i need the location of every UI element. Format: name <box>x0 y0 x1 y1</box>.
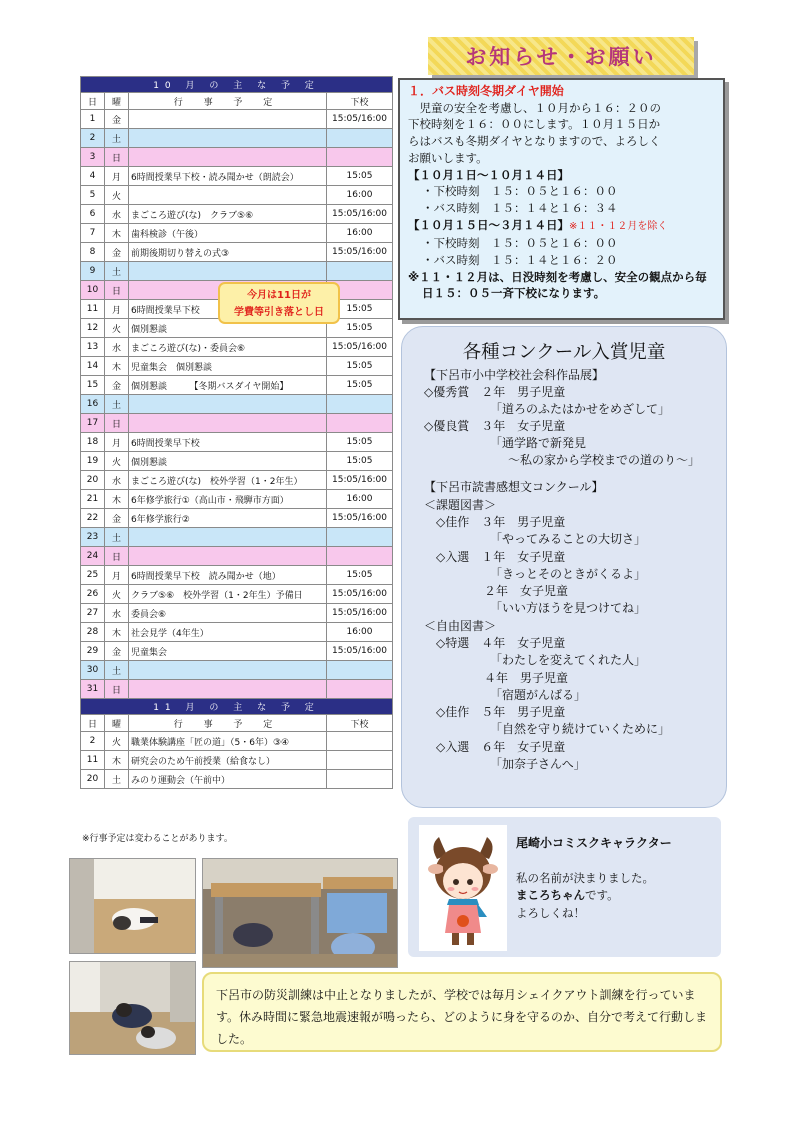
notice-title: １．バス時刻冬期ダイヤ開始 <box>408 84 564 98</box>
schedule-weekday: 木 <box>105 357 129 376</box>
schedule-weekday: 土 <box>105 395 129 414</box>
schedule-dismissal: 15:05 <box>327 376 393 395</box>
schedule-row <box>81 732 393 751</box>
schedule-row <box>81 376 393 395</box>
schedule-day: 20 <box>81 471 105 490</box>
schedule-event <box>129 148 327 167</box>
schedule-day: 7 <box>81 224 105 243</box>
schedule-row <box>81 224 393 243</box>
contest-line: 「自然を守り続けていくために」 <box>424 722 671 736</box>
callout-line-2: 学費等引き落とし日 <box>234 307 324 318</box>
november-schedule-header: 11 月 の 主 な 予 定 <box>81 699 393 715</box>
schedule-day: 4 <box>81 167 105 186</box>
schedule-dismissal: 15:05/16:00 <box>327 642 393 661</box>
schedule-day: 2 <box>81 129 105 148</box>
period-2-exception: ※１１・１２月を除く <box>569 220 668 232</box>
schedule-row <box>81 186 393 205</box>
schedule-weekday: 木 <box>105 224 129 243</box>
notice-text: 下校時刻を１６：００にします。１０月１５日か <box>408 117 661 132</box>
schedule-row <box>81 471 393 490</box>
schedule-dismissal: 15:05/16:00 <box>327 471 393 490</box>
schedule-row <box>81 395 393 414</box>
schedule-event <box>129 110 327 129</box>
schedule-weekday: 木 <box>105 490 129 509</box>
schedule-dismissal: 15:05/16:00 <box>327 205 393 224</box>
schedule-row <box>81 129 393 148</box>
schedule-weekday: 金 <box>105 642 129 661</box>
schedule-day: 14 <box>81 357 105 376</box>
schedule-day: 27 <box>81 604 105 623</box>
schedule-event: 児童集会 <box>129 642 327 661</box>
period-1-dismissal: ・下校時刻 １５：０５と１６：００ <box>422 184 618 199</box>
period-2-dismissal: ・下校時刻 １５：０５と１６：００ <box>422 236 618 251</box>
schedule-dismissal <box>327 148 393 167</box>
bus-notice-box <box>398 78 725 320</box>
schedule-row <box>81 433 393 452</box>
schedule-day: 6 <box>81 205 105 224</box>
schedule-weekday: 月 <box>105 433 129 452</box>
schedule-weekday: 火 <box>105 732 129 751</box>
contest-line: 「通学路で新発見 <box>424 436 587 450</box>
schedule-row <box>81 110 393 129</box>
schedule-day: 26 <box>81 585 105 604</box>
schedule-weekday: 月 <box>105 566 129 585</box>
schedule-weekday: 水 <box>105 338 129 357</box>
schedule-dismissal: 15:05 <box>327 167 393 186</box>
schedule-weekday: 日 <box>105 148 129 167</box>
character-name: まころちゃん <box>516 888 585 902</box>
schedule-day: 16 <box>81 395 105 414</box>
schedule-table <box>80 76 393 789</box>
schedule-dismissal: 15:05 <box>327 357 393 376</box>
schedule-dismissal <box>327 262 393 281</box>
schedule-row <box>81 528 393 547</box>
column-weekday: 曜 <box>105 93 129 110</box>
schedule-weekday: 土 <box>105 661 129 680</box>
schedule-event: まごころ遊び(な) 校外学習（1・2年生） <box>129 471 327 490</box>
schedule-day: 21 <box>81 490 105 509</box>
schedule-row <box>81 167 393 186</box>
schedule-event: クラブ⑤⑥ 校外学習（1・2年生）予備日 <box>129 585 327 604</box>
schedule-event <box>129 680 327 699</box>
schedule-day: 5 <box>81 186 105 205</box>
schedule-weekday: 水 <box>105 604 129 623</box>
schedule-row <box>81 623 393 642</box>
schedule-day: 24 <box>81 547 105 566</box>
character-intro-suffix: です。 <box>585 888 619 902</box>
schedule-dismissal: 15:05 <box>327 319 393 338</box>
period-2-bus: ・バス時刻 １５：１４と１６：２０ <box>422 253 618 268</box>
contest-line: 「道ろのふたはかせをめざして」 <box>424 402 671 416</box>
notice-text: らはバスも冬期ダイヤとなりますので、よろしく <box>408 134 661 149</box>
schedule-dismissal <box>327 528 393 547</box>
schedule-dismissal <box>327 680 393 699</box>
schedule-dismissal <box>327 395 393 414</box>
schedule-event <box>129 262 327 281</box>
schedule-event: 研究会のため午前授業（給食なし） <box>129 751 327 770</box>
schedule-day: 15 <box>81 376 105 395</box>
schedule-row <box>81 661 393 680</box>
schedule-dismissal: 16:00 <box>327 490 393 509</box>
schedule-day: 12 <box>81 319 105 338</box>
character-title: 尾崎小コミスクキャラクター <box>516 836 672 850</box>
schedule-weekday: 日 <box>105 281 129 300</box>
schedule-day: 30 <box>81 661 105 680</box>
character-intro: 私の名前が決まりました。 <box>516 871 654 885</box>
period-1-header: 【１０月１日～１０月１４日】 <box>408 167 569 182</box>
schedule-row <box>81 680 393 699</box>
schedule-event <box>129 395 327 414</box>
schedule-event: 6時間授業早下校・読み聞かせ（朗読会） <box>129 167 327 186</box>
schedule-dismissal: 15:05 <box>327 300 393 319</box>
contest-line: 「わたしを変えてくれた人」 <box>424 653 647 667</box>
schedule-event: 6年修学旅行①（高山市・飛騨市方面） <box>129 490 327 509</box>
contest-line: ◇優秀賞 ２年 男子児童 <box>424 385 566 399</box>
schedule-event: 6時間授業早下校 読み聞かせ（地） <box>129 566 327 585</box>
schedule-day: 19 <box>81 452 105 471</box>
schedule-event <box>129 129 327 148</box>
schedule-row <box>81 604 393 623</box>
schedule-event <box>129 414 327 433</box>
schedule-dismissal <box>327 129 393 148</box>
schedule-row <box>81 205 393 224</box>
schedule-event <box>129 528 327 547</box>
schedule-day: 31 <box>81 680 105 699</box>
contest-line: ４年 男子児童 <box>424 671 569 685</box>
column-event: 行 事 予 定 <box>129 93 327 110</box>
payment-day-callout <box>218 282 340 324</box>
schedule-event: 個別懇談 【冬期バスダイヤ開始】 <box>129 376 327 395</box>
schedule-event: 6時間授業早下校 <box>129 300 327 319</box>
schedule-dismissal <box>327 547 393 566</box>
schedule-dismissal: 15:05 <box>327 566 393 585</box>
schedule-day: 22 <box>81 509 105 528</box>
drill-photo-2 <box>202 858 398 968</box>
schedule-weekday: 水 <box>105 471 129 490</box>
schedule-row <box>81 751 393 770</box>
contest-line: ◇佳作 ５年 男子児童 <box>424 705 566 719</box>
column-weekday: 曜 <box>105 715 129 732</box>
schedule-row <box>81 338 393 357</box>
column-dismissal: 下校 <box>327 715 393 732</box>
schedule-dismissal: 16:00 <box>327 623 393 642</box>
notice-text: 児童の安全を考慮し、１０月から１６：２０の <box>419 100 661 115</box>
schedule-day: 1 <box>81 110 105 129</box>
contest-line: ◇優良賞 ３年 女子児童 <box>424 419 566 433</box>
schedule-row <box>81 414 393 433</box>
schedule-weekday: 木 <box>105 623 129 642</box>
schedule-event: みのり運動会（午前中） <box>129 770 327 789</box>
schedule-dismissal: 15:05/16:00 <box>327 243 393 262</box>
schedule-day: 2 <box>81 732 105 751</box>
column-event: 行 事 予 定 <box>129 715 327 732</box>
schedule-row <box>81 566 393 585</box>
schedule-day: 8 <box>81 243 105 262</box>
schedule-event: 委員会⑥ <box>129 604 327 623</box>
contest-line: 「きっとそのときがくるよ」 <box>424 567 647 581</box>
contest-line: ２年 女子児童 <box>424 584 569 598</box>
schedule-weekday: 日 <box>105 547 129 566</box>
period-2-header: 【１０月１５日～３月１４日】 <box>408 217 569 232</box>
schedule-day: 23 <box>81 528 105 547</box>
schedule-weekday: 土 <box>105 262 129 281</box>
contest-line: ◇佳作 ３年 男子児童 <box>424 515 566 529</box>
contest-line: 【下呂市読書感想文コンクール】 <box>424 480 604 494</box>
schedule-row <box>81 452 393 471</box>
schedule-day: 13 <box>81 338 105 357</box>
contest-line: 「やってみることの大切さ」 <box>424 532 647 546</box>
schedule-dismissal: 15:05/16:00 <box>327 509 393 528</box>
character-greeting: よろしくね！ <box>516 906 585 920</box>
schedule-weekday: 木 <box>105 751 129 770</box>
schedule-event: 児童集会 個別懇談 <box>129 357 327 376</box>
schedule-dismissal <box>327 661 393 680</box>
schedule-weekday: 日 <box>105 680 129 699</box>
schedule-day: 10 <box>81 281 105 300</box>
notice-banner: お知らせ・お願い <box>428 37 694 75</box>
schedule-dismissal: 15:05/16:00 <box>327 110 393 129</box>
schedule-weekday: 土 <box>105 528 129 547</box>
schedule-dismissal: 16:00 <box>327 186 393 205</box>
mascot-image <box>419 825 507 951</box>
schedule-dismissal: 15:05 <box>327 433 393 452</box>
schedule-weekday: 土 <box>105 129 129 148</box>
character-box <box>408 817 721 957</box>
contest-line: ◇特選 ４年 女子児童 <box>424 636 566 650</box>
schedule-dismissal: 15:05 <box>327 452 393 471</box>
schedule-event: まごころ遊び(な) クラブ⑤⑥ <box>129 205 327 224</box>
schedule-dismissal <box>327 770 393 789</box>
contest-line: ～私の家から学校までの道のり～」 <box>424 453 701 467</box>
contest-line: 「宿題がんばる」 <box>424 688 587 702</box>
schedule-day: 29 <box>81 642 105 661</box>
schedule-day: 3 <box>81 148 105 167</box>
schedule-day: 11 <box>81 300 105 319</box>
schedule-weekday: 土 <box>105 770 129 789</box>
schedule-dismissal: 15:05/16:00 <box>327 585 393 604</box>
notice-footnote: ※１１・１２月は、日没時刻を考慮し、安全の観点から毎日１５：０５一斉下校になります。 <box>408 269 707 301</box>
schedule-event <box>129 661 327 680</box>
column-dismissal: 下校 <box>327 93 393 110</box>
column-day: 日 <box>81 715 105 732</box>
schedule-day: 28 <box>81 623 105 642</box>
schedule-row <box>81 509 393 528</box>
schedule-row <box>81 148 393 167</box>
drill-photo-3 <box>69 961 196 1055</box>
schedule-day: 11 <box>81 751 105 770</box>
schedule-day: 25 <box>81 566 105 585</box>
contest-line: 【下呂市小中学校社会科作品展】 <box>424 368 605 382</box>
schedule-dismissal: 16:00 <box>327 224 393 243</box>
schedule-event <box>129 547 327 566</box>
schedule-row <box>81 770 393 789</box>
contest-line: ◇入選 １年 女子児童 <box>424 550 566 564</box>
schedule-row <box>81 357 393 376</box>
contest-line: 「いい方ほうを見つけてね」 <box>424 601 647 615</box>
schedule-weekday: 月 <box>105 300 129 319</box>
period-1-bus: ・バス時刻 １５：１４と１６：３４ <box>422 200 618 215</box>
notice-text: お願いします。 <box>408 150 488 165</box>
contest-line: ◇入選 ６年 女子児童 <box>424 740 566 754</box>
column-day: 日 <box>81 93 105 110</box>
schedule-weekday: 金 <box>105 376 129 395</box>
schedule-weekday: 水 <box>105 205 129 224</box>
schedule-day: 17 <box>81 414 105 433</box>
schedule-event <box>129 186 327 205</box>
schedule-weekday: 月 <box>105 167 129 186</box>
shakeout-drill-text: 下呂市の防災訓練は中止となりましたが、学校では毎月シェイクアウト訓練を行っています。休み時間に緊急地震速報が鳴ったら、どのように身を守るのか、自分で考えて行動しました。 <box>202 972 722 1052</box>
schedule-row <box>81 262 393 281</box>
schedule-weekday: 金 <box>105 243 129 262</box>
schedule-dismissal: 15:05/16:00 <box>327 338 393 357</box>
contest-line: ＜自由図書＞ <box>424 619 497 633</box>
schedule-event: 6時間授業早下校 <box>129 433 327 452</box>
schedule-day: 18 <box>81 433 105 452</box>
drill-photo-1 <box>69 858 196 954</box>
schedule-event: 前期後期切り替えの式③ <box>129 243 327 262</box>
schedule-day: 9 <box>81 262 105 281</box>
schedule-dismissal: 15:05/16:00 <box>327 604 393 623</box>
schedule-dismissal <box>327 751 393 770</box>
schedule-weekday: 火 <box>105 186 129 205</box>
schedule-note: ※行事予定は変わることがあります。 <box>82 834 233 844</box>
schedule-event: 歯科検診（午後） <box>129 224 327 243</box>
schedule-event: まごころ遊び(な)・委員会⑥ <box>129 338 327 357</box>
schedule-weekday: 火 <box>105 319 129 338</box>
schedule-day: 20 <box>81 770 105 789</box>
schedule-row <box>81 585 393 604</box>
schedule-event: 職業体験講座「匠の道」（5・6年）③④ <box>129 732 327 751</box>
schedule-weekday: 金 <box>105 509 129 528</box>
schedule-event: 6年修学旅行② <box>129 509 327 528</box>
october-schedule-header: 10 月 の 主 な 予 定 <box>81 77 393 93</box>
schedule-row <box>81 243 393 262</box>
schedule-dismissal <box>327 732 393 751</box>
contest-title: 各種コンクール入賞児童 <box>462 342 666 363</box>
schedule-weekday: 火 <box>105 585 129 604</box>
schedule-row <box>81 490 393 509</box>
schedule-weekday: 火 <box>105 452 129 471</box>
callout-line-1: 今月は11日が <box>247 290 311 301</box>
schedule-row <box>81 642 393 661</box>
schedule-weekday: 金 <box>105 110 129 129</box>
schedule-dismissal <box>327 414 393 433</box>
schedule-weekday: 日 <box>105 414 129 433</box>
schedule-event: 社会見学（4年生） <box>129 623 327 642</box>
contest-line: ＜課題図書＞ <box>424 498 497 512</box>
schedule-event: 個別懇談 <box>129 319 327 338</box>
schedule-event: 個別懇談 <box>129 452 327 471</box>
schedule-row <box>81 547 393 566</box>
contest-line: 「加奈子さんへ」 <box>424 757 586 771</box>
contest-awards-box <box>401 326 727 808</box>
